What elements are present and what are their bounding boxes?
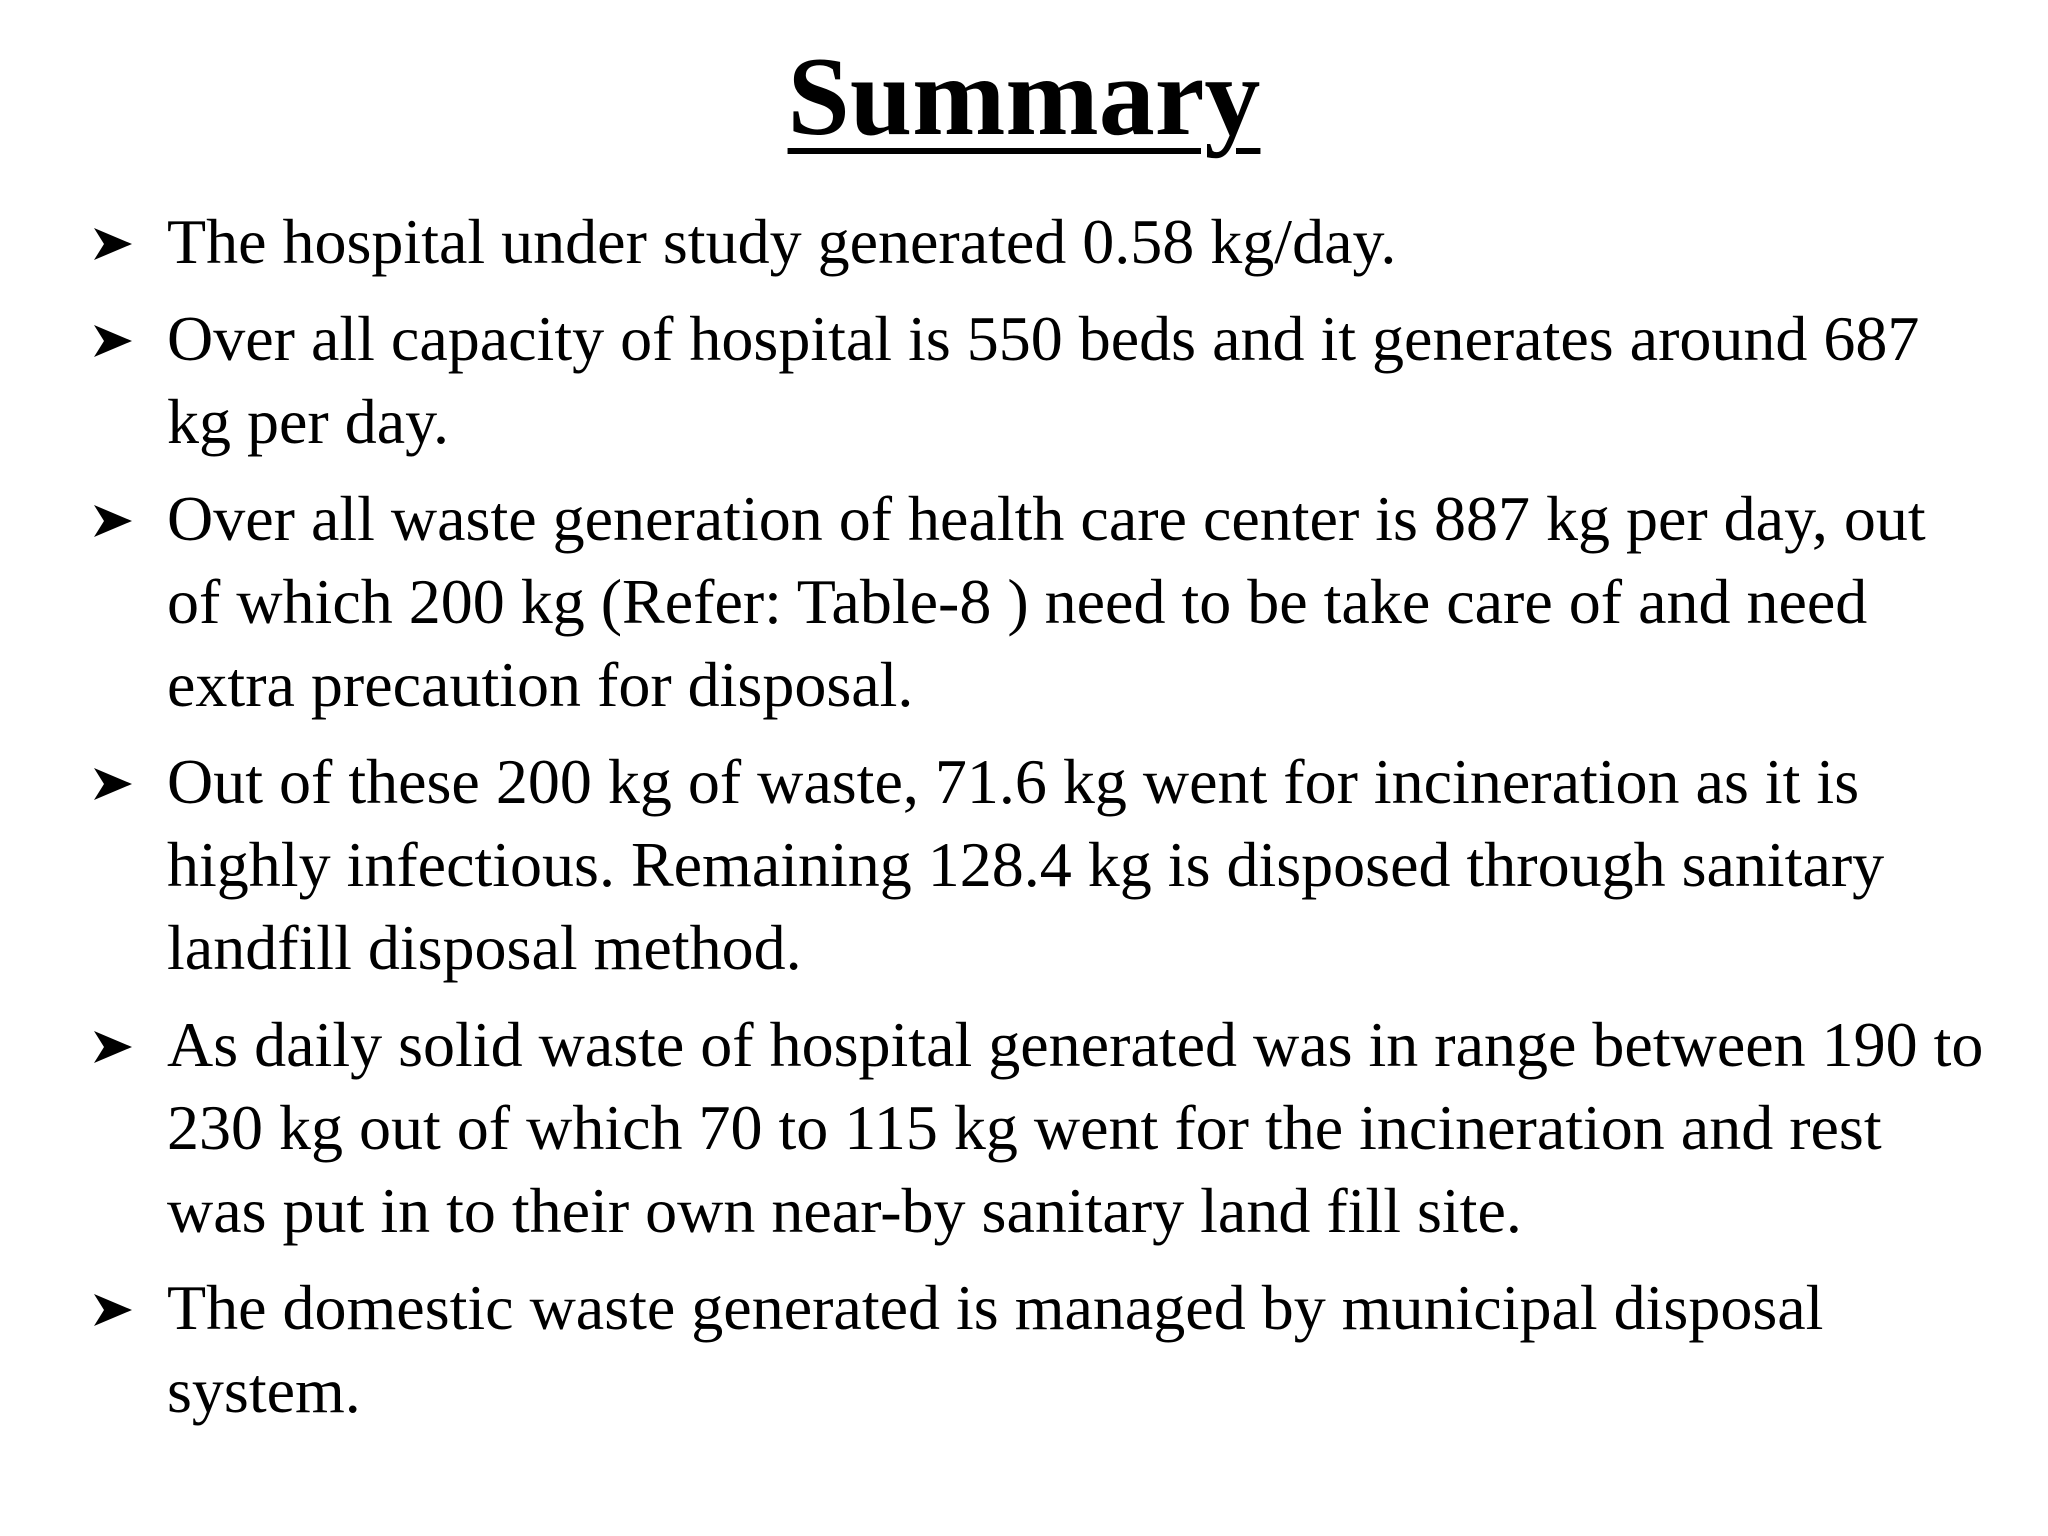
bullet-item xyxy=(0,1003,2048,1252)
bullet-text: The hospital under study generated 0.58 kg/day. xyxy=(167,206,1397,277)
arrowhead-bullet-icon xyxy=(92,227,134,261)
bullet-text: Over all waste generation of health care center is 887 kg per day, out of which 200 kg (Refer: Table-8 ) need to be take care of and need extra precaution for disposal. xyxy=(167,483,1926,720)
bullet-text: The domestic waste generated is managed by municipal disposal system. xyxy=(167,1272,1824,1426)
bullet-list xyxy=(0,200,2048,1446)
arrowhead-bullet-icon xyxy=(92,1293,134,1327)
bullet-text: Out of these 200 kg of waste, 71.6 kg went for incineration as it is highly infectious. Remaining 128.4 kg is disposed through sanitary landfill disposal method. xyxy=(167,746,1885,983)
arrowhead-bullet-icon xyxy=(92,324,134,358)
bullet-item xyxy=(0,297,2048,463)
slide-title xyxy=(0,22,2048,172)
arrowhead-bullet-icon xyxy=(92,1030,134,1064)
bullet-text: As daily solid waste of hospital generated was in range between 190 to 230 kg out of which 70 to 115 kg went for the incineration and rest was put in to their own near-by sanitary land fill site. xyxy=(167,1009,1984,1246)
bullet-item xyxy=(0,477,2048,726)
bullet-item xyxy=(0,740,2048,989)
bullet-item xyxy=(0,1266,2048,1432)
slide-title-text: Summary xyxy=(787,35,1261,159)
bullet-item xyxy=(0,200,2048,283)
arrowhead-bullet-icon xyxy=(92,504,134,538)
bullet-text: Over all capacity of hospital is 550 beds and it generates around 687 kg per day. xyxy=(167,303,1920,457)
arrowhead-bullet-icon xyxy=(92,767,134,801)
